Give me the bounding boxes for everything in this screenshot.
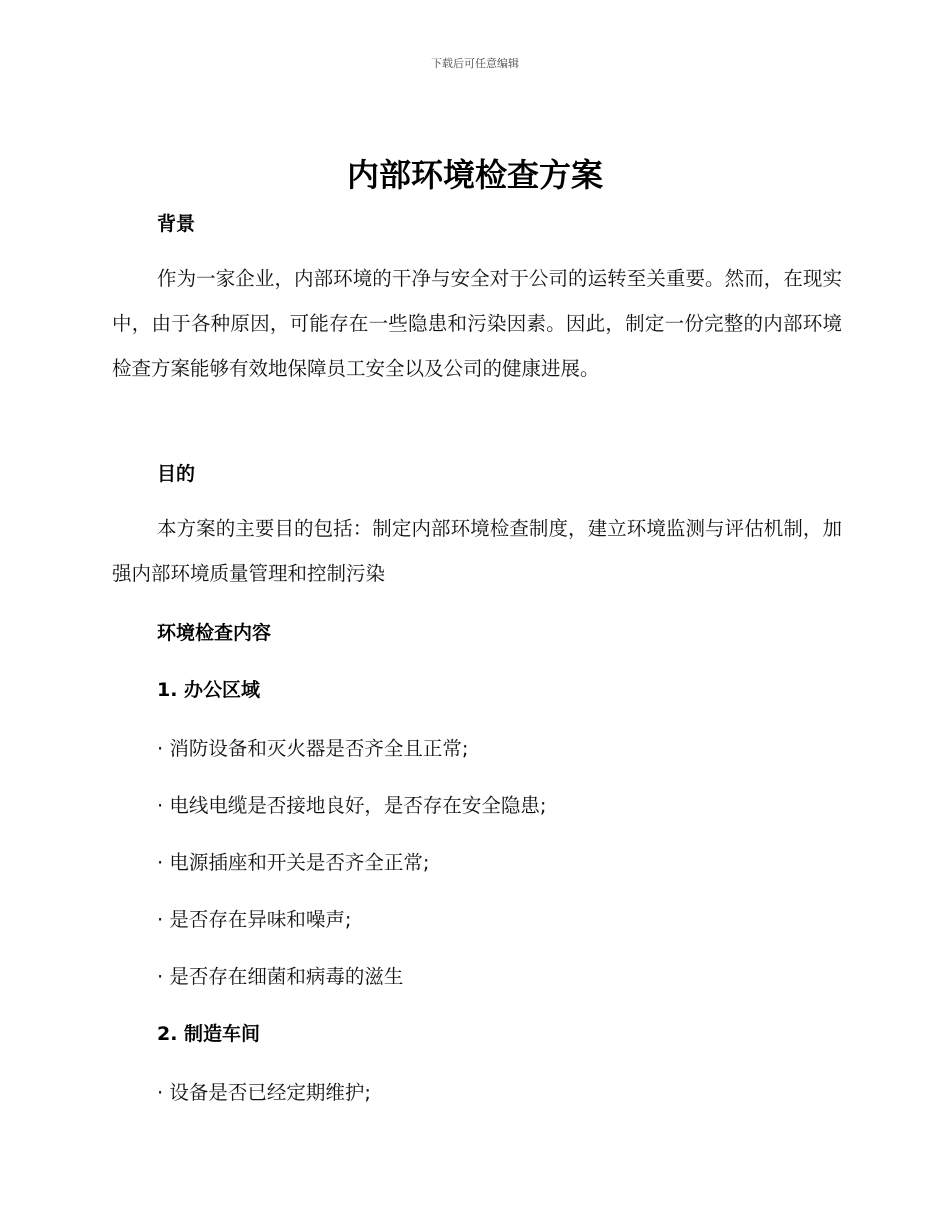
- list-item: · 消防设备和灭火器是否齐全且正常;: [157, 737, 469, 760]
- subsection-heading-workshop: 2. 制造车间: [157, 1023, 261, 1045]
- subsection-heading-office: 1. 办公区域: [157, 679, 261, 701]
- header-note: 下载后可任意编辑: [431, 57, 519, 70]
- list-item: · 是否存在细菌和病毒的滋生: [157, 965, 404, 988]
- section-heading-content: 环境检查内容: [157, 622, 272, 644]
- section-heading-background: 背景: [157, 213, 196, 235]
- list-item: · 电线电缆是否接地良好，是否存在安全隐患;: [157, 794, 547, 817]
- list-item: · 电源插座和开关是否齐全正常;: [157, 851, 430, 874]
- list-item: · 是否存在异味和噪声;: [157, 908, 352, 931]
- purpose-paragraph: 本方案的主要目的包括：制定内部环境检查制度，建立环境监测与评估机制，加强内部环境质量管理和控制污染: [112, 517, 842, 585]
- document-title: 内部环境检查方案: [346, 156, 603, 194]
- section-heading-purpose: 目的: [157, 463, 196, 485]
- background-paragraph: 作为一家企业，内部环境的干净与安全对于公司的运转至关重要。然而，在现实中，由于各种原因，可能存在一些隐患和污染因素。因此，制定一份完整的内部环境检查方案能够有效地保障员工安全以及公司的健康进展。: [112, 267, 842, 380]
- list-item: · 设备是否已经定期维护;: [157, 1081, 371, 1104]
